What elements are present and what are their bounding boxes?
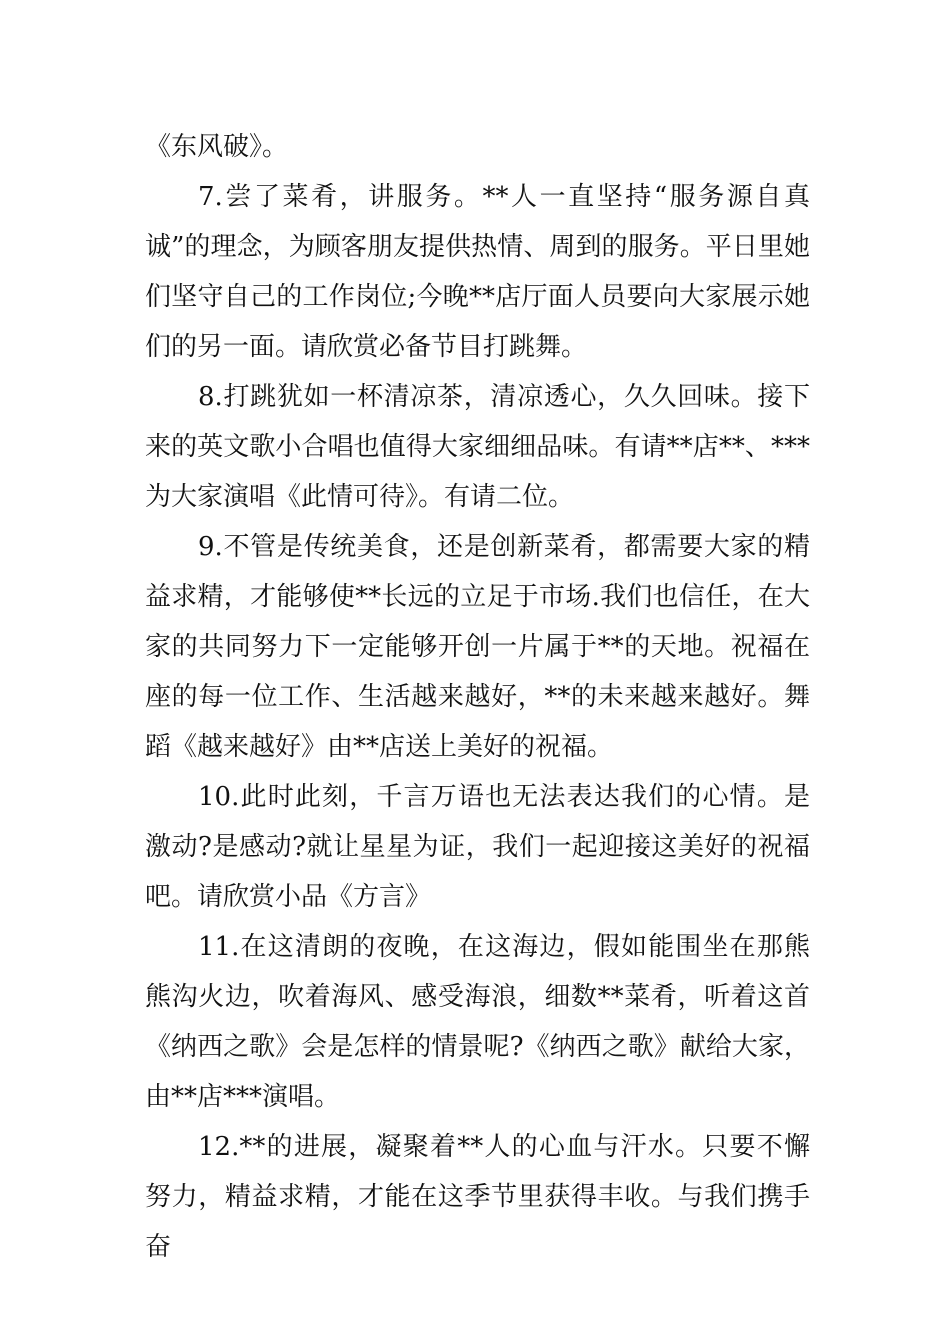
paragraph-item-12: 12.**的进展，凝聚着**人的心血与汗水。只要不懈努力，精益求精，才能在这季节里获得丰收。与我们携手奋 (145, 1132, 810, 1262)
paragraph-item-11: 11.在这清朗的夜晚，在这海边，假如能围坐在那熊熊沟火边，吹着海风、感受海浪，细数**菜肴，听着这首《纳西之歌》会是怎样的情景呢?《纳西之歌》献给大家，由**店***演唱。 (145, 932, 810, 1112)
paragraph-item-9: 9.不管是传统美食，还是创新菜肴，都需要大家的精益求精，才能够使**长远的立足于市场.我们也信任，在大家的共同努力下一定能够开创一片属于**的天地。祝福在座的每一位工作、生活越来越好，**的未来越来越好。舞蹈《越来越好》由**店送上美好的祝福。 (145, 532, 810, 762)
paragraph-item-7: 7.尝了菜肴，讲服务。**人一直坚持“服务源自真诚”的理念，为顾客朋友提供热情、周到的服务。平日里她们坚守自己的工作岗位;今晚**店厅面人员要向大家展示她们的另一面。请欣赏必备节目打跳舞。 (145, 182, 810, 362)
document-body (145, 122, 810, 1272)
paragraph-item-8: 8.打跳犹如一杯清凉茶，清凉透心，久久回味。接下来的英文歌小合唱也值得大家细细品味。有请**店**、***为大家演唱《此情可待》。有请二位。 (145, 382, 810, 512)
paragraph-continuation: 《东风破》。 (145, 132, 289, 162)
paragraph-item-10: 10.此时此刻，千言万语也无法表达我们的心情。是激动?是感动?就让星星为证，我们一起迎接这美好的祝福吧。请欣赏小品《方言》 (145, 782, 810, 912)
